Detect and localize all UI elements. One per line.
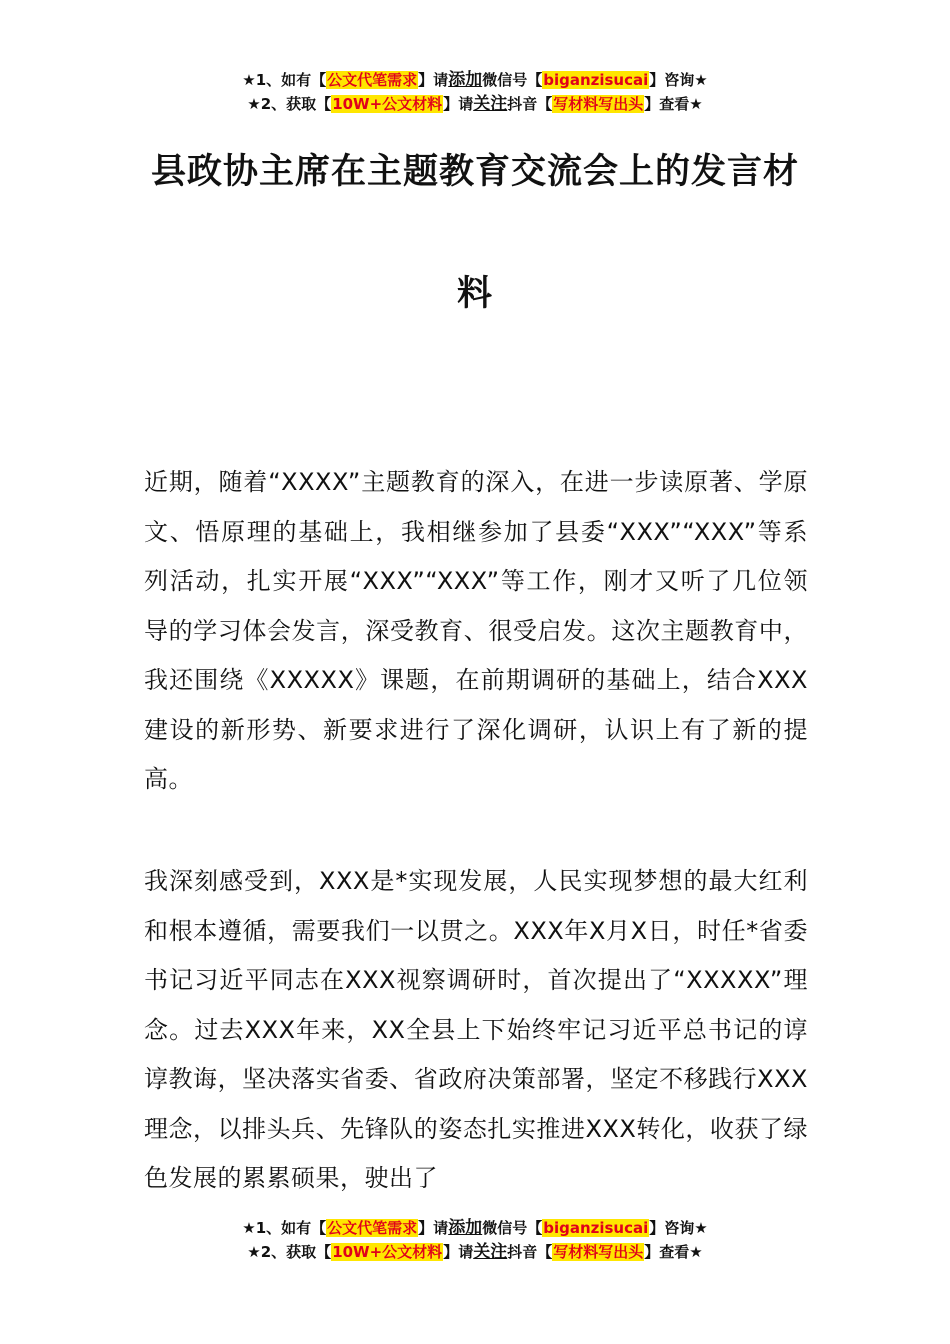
highlight-wechat-id: biganzisucai (543, 71, 649, 89)
promo-line-2: ★2、获取【10W+公文材料】请关注抖音【写材料写出头】查看★ (247, 94, 703, 114)
promo-line-2: ★2、获取【10W+公文材料】请关注抖音【写材料写出头】查看★ (247, 1242, 703, 1262)
highlight-service: 公文代笔需求 (327, 1219, 418, 1237)
body-paragraph-1: 近期，随着“XXXX”主题教育的深入，在进一步读原著、学原文、悟原理的基础上，我相继参加了县委“XXX”“XXX”等系列活动，扎实开展“XXX”“XXX”等工作，刚才又听了几位领导的学习体会发言，深受教育、很受启发。这次主题教育中，我还围绕《XXXXX》课题，在前期调研的基础上，结合XXX建设的新形势、新要求进行了深化调研，认识上有了新的提高。 (144, 468, 808, 793)
highlight-wechat-id: biganzisucai (543, 1219, 649, 1237)
document-title (140, 148, 810, 318)
title-line-1: 县政协主席在主题教育交流会上的发言材 (150, 152, 799, 192)
highlight-materials: 10W+公文材料 (332, 95, 443, 113)
body-paragraph-2: 我深刻感受到，XXX是*实现发展，人民实现梦想的最大红利和根本遵循，需要我们一以贯之。XXX年X月X日，时任*省委书记习近平同志在XXX视察调研时，首次提出了“XXXXX”理念。过去XXX年来，XX全县上下始终牢记习近平总书记的谆谆教诲，坚决落实省委、省政府决策部署，坚定不移践行XXX理念，以排头兵、先锋队的姿态扎实推进XXX转化，收获了绿色发展的累累硕果，驶出了 (144, 867, 808, 1192)
promo-line-1: ★1、如有【公文代笔需求】请添加微信号【biganzisucai】咨询★ (242, 70, 708, 90)
promo-banner-bottom (0, 1216, 950, 1264)
highlight-service: 公文代笔需求 (327, 71, 418, 89)
promo-banner-top (0, 68, 950, 116)
highlight-douyin: 写材料写出头 (553, 95, 644, 113)
highlight-materials: 10W+公文材料 (332, 1243, 443, 1261)
promo-line-1: ★1、如有【公文代笔需求】请添加微信号【biganzisucai】咨询★ (242, 1218, 708, 1238)
title-line-2: 料 (456, 274, 493, 314)
highlight-douyin: 写材料写出头 (553, 1243, 644, 1261)
